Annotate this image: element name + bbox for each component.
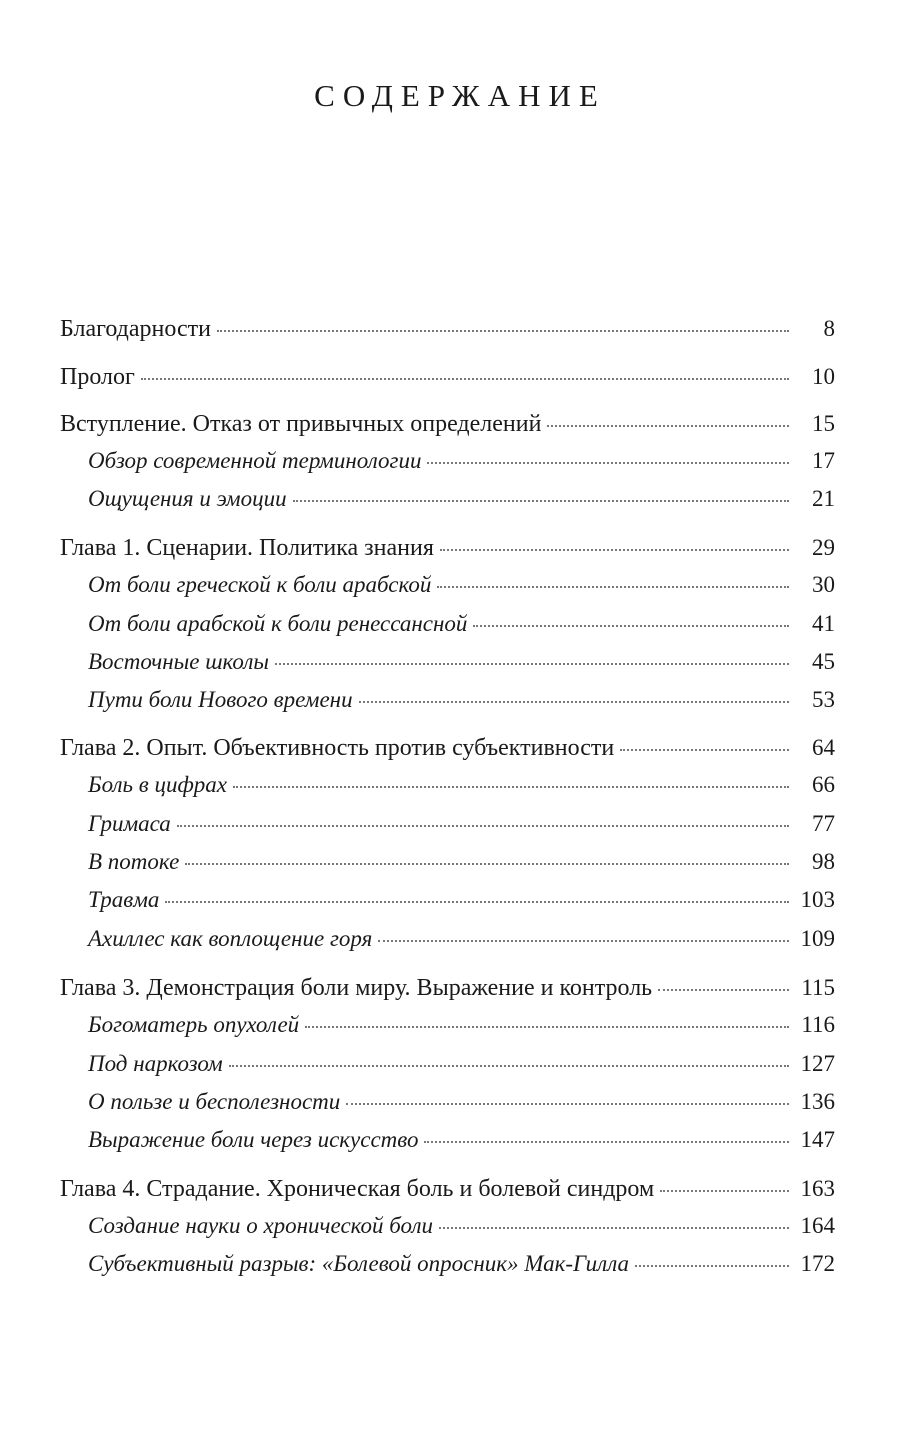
toc-entry-introduction[interactable]: [60, 411, 835, 445]
toc-entry-title: Травма: [88, 887, 160, 912]
toc-subentry[interactable]: [60, 1051, 835, 1085]
toc-entry-title: Гримаса: [88, 811, 171, 836]
toc-entry-title: Богоматерь опухолей: [88, 1012, 300, 1037]
toc-entry-chapter-3[interactable]: [60, 975, 835, 1009]
toc-entry-page: 109: [800, 926, 835, 951]
dot-leader: [658, 989, 789, 991]
toc-entry-title: Глава 1. Сценарии. Политика знания: [60, 535, 434, 561]
toc-subentry[interactable]: [60, 611, 835, 645]
toc-entry-page: 116: [801, 1012, 835, 1037]
toc-entry-page: 45: [812, 649, 835, 674]
dot-leader: [620, 749, 789, 751]
toc-subentry[interactable]: [60, 448, 835, 482]
toc-subentry[interactable]: [60, 887, 835, 921]
toc-entry-title: Создание науки о хронической боли: [88, 1213, 433, 1238]
toc-entry-title: Под наркозом: [88, 1051, 223, 1076]
toc-entry-title: Субъективный разрыв: «Болевой опросник» Мак-Гилла: [88, 1251, 630, 1276]
toc-subentry[interactable]: [60, 1012, 835, 1046]
toc-subentry[interactable]: [60, 687, 835, 721]
dot-leader: [141, 378, 789, 380]
toc-entry-prologue[interactable]: [60, 364, 835, 398]
dot-leader: [305, 1026, 789, 1028]
toc-subentry[interactable]: [60, 1213, 835, 1247]
toc-entry-page: 8: [823, 316, 835, 341]
dot-leader: [177, 825, 789, 827]
dot-leader: [437, 586, 789, 588]
toc-entry-acknowledgements[interactable]: [60, 316, 835, 350]
toc-entry-page: 41: [812, 611, 835, 636]
toc-entry-title: О пользе и бесполезности: [88, 1089, 341, 1114]
page-title: СОДЕРЖАНИЕ: [314, 78, 606, 113]
toc-entry-title: В потоке: [88, 849, 180, 874]
toc-subentry[interactable]: [60, 1127, 835, 1161]
toc-entry-page: 21: [812, 486, 835, 511]
toc-entry-title: От боли арабской к боли ренессансной: [88, 611, 468, 636]
dot-leader: [233, 786, 789, 788]
toc-subentry[interactable]: [60, 926, 835, 960]
toc-subentry[interactable]: [60, 486, 835, 520]
dot-leader: [635, 1265, 788, 1267]
toc-entry-title: Ощущения и эмоции: [88, 486, 287, 511]
toc-entry-page: 115: [801, 975, 835, 1000]
dot-leader: [440, 549, 789, 551]
toc-subentry[interactable]: [60, 811, 835, 845]
toc-entry-page: 64: [812, 735, 835, 760]
dot-leader: [660, 1190, 788, 1192]
toc-subentry[interactable]: [60, 1251, 835, 1285]
toc-entry-page: 136: [800, 1089, 835, 1114]
dot-leader: [293, 500, 789, 502]
toc-entry-page: 164: [800, 1213, 835, 1238]
toc-entry-page: 17: [812, 448, 835, 473]
toc-entry-page: 29: [812, 535, 835, 560]
toc-entry-page: 127: [800, 1051, 835, 1076]
dot-leader: [165, 901, 788, 903]
toc-subentry[interactable]: [60, 849, 835, 883]
toc-entry-chapter-2[interactable]: [60, 735, 835, 769]
toc-entry-title: Боль в цифрах: [88, 772, 228, 797]
toc-entry-page: 77: [812, 811, 835, 836]
toc-entry-title: Обзор современной терминологии: [88, 448, 422, 473]
toc-entry-page: 30: [812, 572, 835, 597]
dot-leader: [185, 863, 789, 865]
dot-leader: [217, 330, 789, 332]
dot-leader: [547, 425, 789, 427]
dot-leader: [473, 625, 789, 627]
toc-entry-title: Пролог: [60, 364, 135, 390]
toc-entry-title: От боли греческой к боли арабской: [88, 572, 432, 597]
toc-entry-page: 10: [812, 364, 835, 389]
dot-leader: [378, 940, 788, 942]
toc-entry-title: Пути боли Нового времени: [88, 687, 353, 712]
dot-leader: [229, 1065, 789, 1067]
toc-entry-title: Глава 2. Опыт. Объективность против субъективности: [60, 735, 615, 761]
toc-entry-page: 66: [812, 772, 835, 797]
toc-entry-title: Выражение боли через искусство: [88, 1127, 419, 1152]
toc-entry-title: Глава 3. Демонстрация боли миру. Выражение и контроль: [60, 975, 653, 1001]
toc-entry-chapter-1[interactable]: [60, 535, 835, 569]
toc-entry-title: Ахиллес как воплощение горя: [88, 926, 373, 951]
toc-entry-chapter-4[interactable]: [60, 1176, 835, 1210]
dot-leader: [424, 1141, 788, 1143]
dot-leader: [275, 663, 789, 665]
toc-entry-page: 15: [812, 411, 835, 436]
toc-entry-page: 103: [800, 887, 835, 912]
dot-leader: [427, 462, 789, 464]
dot-leader: [346, 1103, 788, 1105]
toc-entry-title: Благодарности: [60, 316, 211, 342]
toc-entry-page: 53: [812, 687, 835, 712]
toc-entry-title: Вступление. Отказ от привычных определений: [60, 411, 542, 437]
toc-entry-title: Восточные школы: [88, 649, 269, 674]
toc-entry-page: 172: [800, 1251, 835, 1276]
dot-leader: [359, 701, 789, 703]
dot-leader: [439, 1227, 789, 1229]
toc-subentry[interactable]: [60, 1089, 835, 1123]
toc-subentry[interactable]: [60, 772, 835, 806]
toc-entry-page: 147: [800, 1127, 835, 1152]
toc-entry-page: 98: [812, 849, 835, 874]
toc-entry-page: 163: [800, 1176, 835, 1201]
toc-subentry[interactable]: [60, 649, 835, 683]
toc-entry-title: Глава 4. Страдание. Хроническая боль и болевой синдром: [60, 1176, 655, 1202]
toc-subentry[interactable]: [60, 572, 835, 606]
